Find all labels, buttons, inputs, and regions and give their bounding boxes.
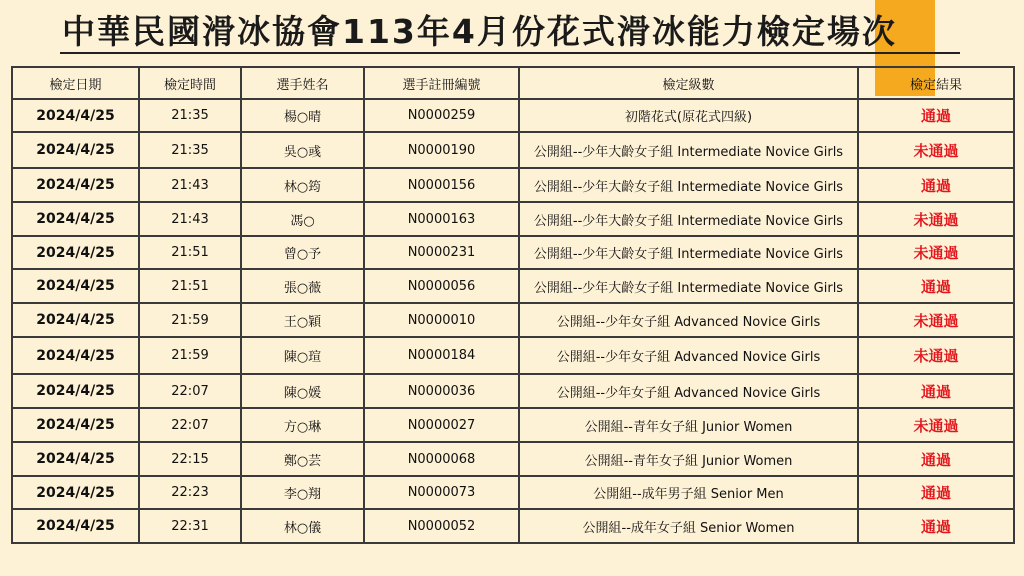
cell-result: 通過	[858, 476, 1014, 509]
cell-name: 李○翔	[241, 476, 364, 509]
cell-time: 21:59	[139, 303, 241, 337]
header-time: 檢定時間	[139, 67, 241, 99]
cell-level: 公開組--少年女子組 Advanced Novice Girls	[519, 303, 858, 337]
cell-name: 鄭○芸	[241, 442, 364, 476]
table-row	[12, 337, 1014, 374]
cell-result: 未通過	[858, 337, 1014, 374]
cell-name: 楊○晴	[241, 99, 364, 132]
table-row	[12, 303, 1014, 337]
table-row	[12, 476, 1014, 509]
cell-reg-number: N0000027	[364, 408, 519, 442]
cell-reg-number: N0000036	[364, 374, 519, 408]
cell-level: 公開組--成年女子組 Senior Women	[519, 509, 858, 543]
cell-reg-number: N0000156	[364, 168, 519, 202]
cell-level: 公開組--少年大齡女子組 Intermediate Novice Girls	[519, 202, 858, 236]
header-result: 檢定結果	[858, 67, 1014, 99]
cell-time: 21:35	[139, 132, 241, 168]
cell-time: 21:43	[139, 202, 241, 236]
cell-name: 林○筠	[241, 168, 364, 202]
exam-results-table	[11, 66, 1015, 544]
cell-time: 21:51	[139, 236, 241, 269]
cell-time: 22:07	[139, 408, 241, 442]
cell-time: 21:51	[139, 269, 241, 303]
cell-reg-number: N0000190	[364, 132, 519, 168]
cell-date: 2024/4/25	[12, 168, 139, 202]
cell-reg-number: N0000231	[364, 236, 519, 269]
cell-reg-number: N0000073	[364, 476, 519, 509]
cell-date: 2024/4/25	[12, 269, 139, 303]
cell-date: 2024/4/25	[12, 374, 139, 408]
cell-level: 公開組--少年大齡女子組 Intermediate Novice Girls	[519, 168, 858, 202]
cell-time: 22:15	[139, 442, 241, 476]
cell-level: 公開組--少年女子組 Advanced Novice Girls	[519, 337, 858, 374]
cell-result: 通過	[858, 99, 1014, 132]
cell-level: 初階花式(原花式四級)	[519, 99, 858, 132]
cell-time: 21:35	[139, 99, 241, 132]
cell-date: 2024/4/25	[12, 132, 139, 168]
table-row	[12, 408, 1014, 442]
cell-name: 曾○予	[241, 236, 364, 269]
cell-result: 未通過	[858, 202, 1014, 236]
table-row	[12, 236, 1014, 269]
cell-result: 未通過	[858, 408, 1014, 442]
cell-time: 22:23	[139, 476, 241, 509]
table-row	[12, 442, 1014, 476]
cell-level: 公開組--少年女子組 Advanced Novice Girls	[519, 374, 858, 408]
cell-result: 未通過	[858, 236, 1014, 269]
cell-date: 2024/4/25	[12, 202, 139, 236]
cell-name: 王○穎	[241, 303, 364, 337]
header-date: 檢定日期	[12, 67, 139, 99]
cell-date: 2024/4/25	[12, 337, 139, 374]
cell-name: 張○薇	[241, 269, 364, 303]
header-level: 檢定級數	[519, 67, 858, 99]
cell-time: 22:07	[139, 374, 241, 408]
cell-reg-number: N0000010	[364, 303, 519, 337]
table-row	[12, 509, 1014, 543]
cell-date: 2024/4/25	[12, 476, 139, 509]
cell-result: 通過	[858, 269, 1014, 303]
cell-reg-number: N0000163	[364, 202, 519, 236]
table-row	[12, 374, 1014, 408]
cell-reg-number: N0000184	[364, 337, 519, 374]
cell-result: 通過	[858, 168, 1014, 202]
cell-level: 公開組--青年女子組 Junior Women	[519, 442, 858, 476]
cell-time: 22:31	[139, 509, 241, 543]
cell-level: 公開組--青年女子組 Junior Women	[519, 408, 858, 442]
table-row	[12, 132, 1014, 168]
cell-date: 2024/4/25	[12, 236, 139, 269]
cell-date: 2024/4/25	[12, 509, 139, 543]
cell-result: 未通過	[858, 303, 1014, 337]
header-reg-number: 選手註冊編號	[364, 67, 519, 99]
cell-name: 吳○彧	[241, 132, 364, 168]
cell-date: 2024/4/25	[12, 442, 139, 476]
cell-name: 林○儀	[241, 509, 364, 543]
cell-name: 陳○媛	[241, 374, 364, 408]
cell-level: 公開組--少年大齡女子組 Intermediate Novice Girls	[519, 269, 858, 303]
table-row	[12, 202, 1014, 236]
cell-result: 未通過	[858, 132, 1014, 168]
cell-name: 方○琳	[241, 408, 364, 442]
cell-result: 通過	[858, 374, 1014, 408]
table-header-row	[12, 67, 1014, 99]
cell-result: 通過	[858, 442, 1014, 476]
cell-level: 公開組--少年大齡女子組 Intermediate Novice Girls	[519, 132, 858, 168]
table-row	[12, 99, 1014, 132]
cell-reg-number: N0000068	[364, 442, 519, 476]
table-row	[12, 269, 1014, 303]
table-row	[12, 168, 1014, 202]
cell-time: 21:43	[139, 168, 241, 202]
page-title: 中華民國滑冰協會113年4月份花式滑冰能力檢定場次	[62, 12, 897, 51]
cell-date: 2024/4/25	[12, 408, 139, 442]
cell-level: 公開組--少年大齡女子組 Intermediate Novice Girls	[519, 236, 858, 269]
cell-reg-number: N0000056	[364, 269, 519, 303]
cell-time: 21:59	[139, 337, 241, 374]
title-underline	[60, 52, 960, 54]
cell-result: 通過	[858, 509, 1014, 543]
cell-name: 陳○瑄	[241, 337, 364, 374]
header-name: 選手姓名	[241, 67, 364, 99]
cell-date: 2024/4/25	[12, 303, 139, 337]
cell-reg-number: N0000259	[364, 99, 519, 132]
cell-level: 公開組--成年男子組 Senior Men	[519, 476, 858, 509]
cell-reg-number: N0000052	[364, 509, 519, 543]
cell-name: 馮○	[241, 202, 364, 236]
cell-date: 2024/4/25	[12, 99, 139, 132]
